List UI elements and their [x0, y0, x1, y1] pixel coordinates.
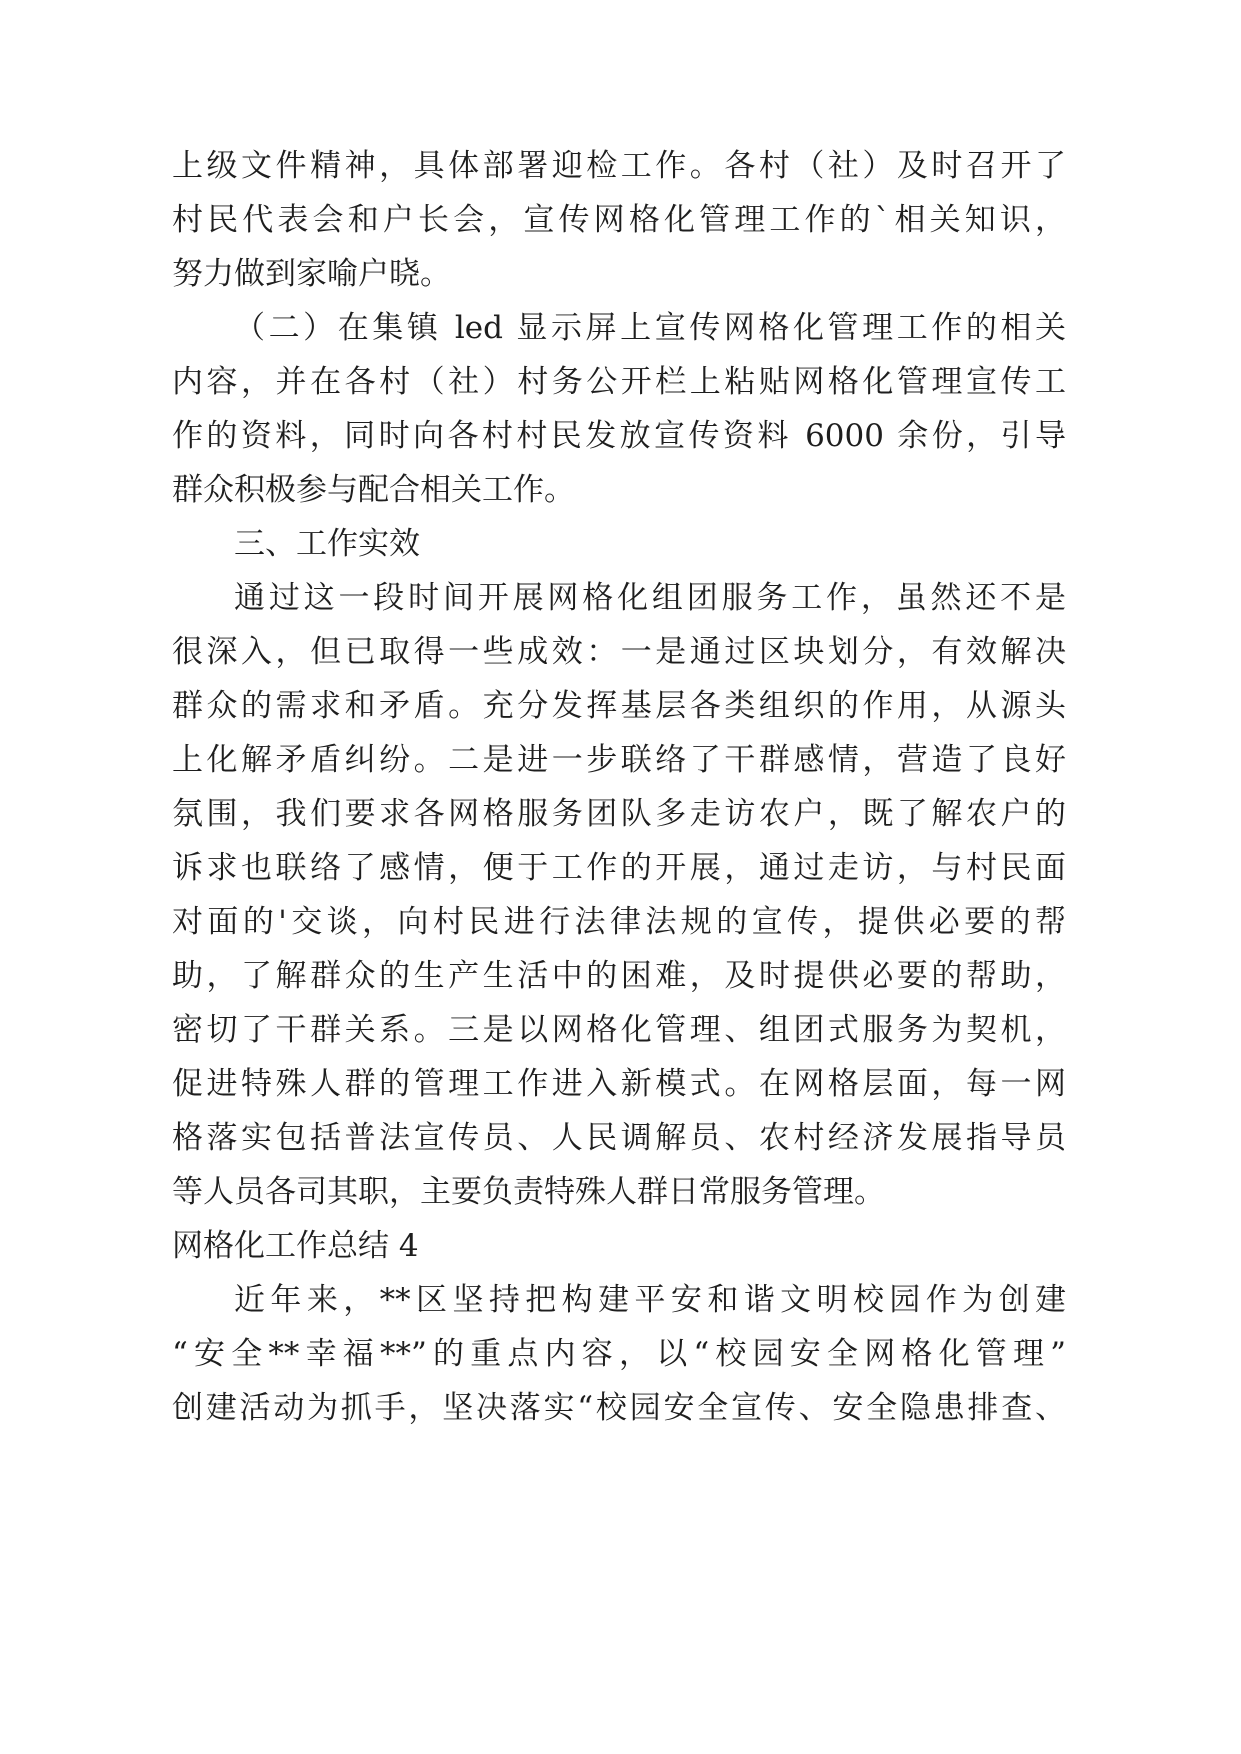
text-line-15: 对面的'交谈，向村民进行法律法规的宣传，提供必要的帮: [172, 904, 1066, 940]
text-line-19: 格落实包括普法宣传员、人民调解员、农村经济发展指导员: [172, 1120, 1066, 1156]
text-line-22: 近年来，**区坚持把构建平安和谐文明校园作为创建: [234, 1282, 1066, 1318]
text-line-11: 群众的需求和矛盾。充分发挥基层各类组织的作用，从源头: [172, 688, 1066, 724]
text-line-13: 氛围，我们要求各网格服务团队多走访农户，既了解农户的: [172, 796, 1066, 832]
text-line-16: 助，了解群众的生产生活中的困难，及时提供必要的帮助，: [172, 958, 1066, 994]
text-line-17: 密切了干群关系。三是以网格化管理、组团式服务为契机，: [172, 1012, 1066, 1048]
text-line-1: 上级文件精神，具体部署迎检工作。各村（社）及时召开了: [172, 148, 1066, 184]
text-line-5: 内容，并在各村（社）村务公开栏上粘贴网格化管理宣传工: [172, 364, 1066, 400]
text-line-3: 努力做到家喻户晓。: [172, 256, 451, 292]
text-line-9: 通过这一段时间开展网格化组团服务工作，虽然还不是: [234, 580, 1066, 616]
text-line-4: （二）在集镇 led 显示屏上宣传网格化管理工作的相关: [234, 310, 1066, 346]
text-line-8: 三、工作实效: [234, 526, 420, 562]
text-line-2: 村民代表会和户长会，宣传网格化管理工作的`相关知识，: [172, 202, 1066, 238]
text-line-24: 创建活动为抓手，坚决落实“校园安全宣传、安全隐患排查、: [172, 1390, 1066, 1426]
text-line-20: 等人员各司其职，主要负责特殊人群日常服务管理。: [172, 1174, 885, 1210]
text-line-14: 诉求也联络了感情，便于工作的开展，通过走访，与村民面: [172, 850, 1066, 886]
text-line-12: 上化解矛盾纠纷。二是进一步联络了干群感情，营造了良好: [172, 742, 1066, 778]
text-line-6: 作的资料，同时向各村村民发放宣传资料 6000 余份，引导: [172, 418, 1066, 454]
text-line-7: 群众积极参与配合相关工作。: [172, 472, 575, 508]
text-line-18: 促进特殊人群的管理工作进入新模式。在网格层面，每一网: [172, 1066, 1066, 1102]
text-line-10: 很深入，但已取得一些成效：一是通过区块划分，有效解决: [172, 634, 1066, 670]
text-line-23: “安全**幸福**”的重点内容，以“校园安全网格化管理”: [172, 1336, 1066, 1372]
section-heading: 网格化工作总结 4: [172, 1228, 419, 1264]
